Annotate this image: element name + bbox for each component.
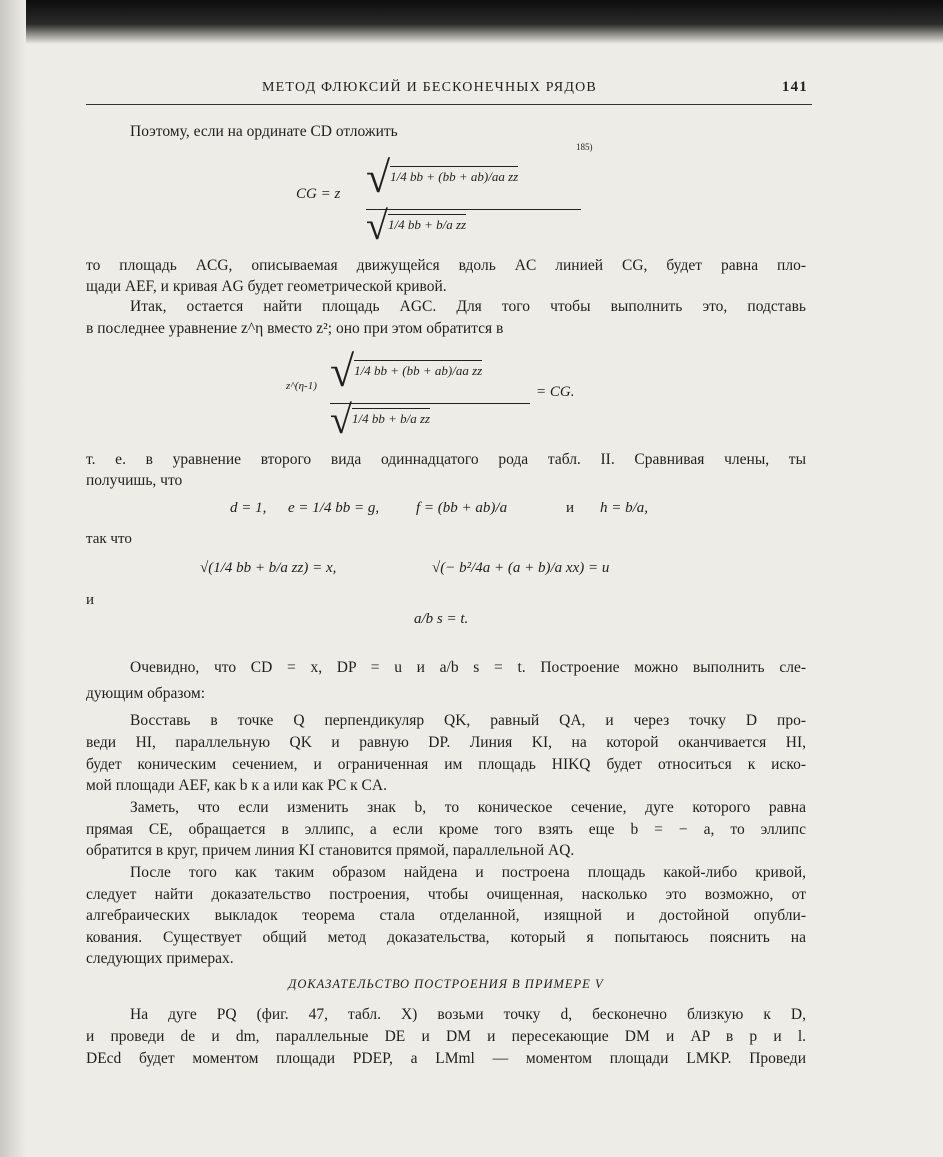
paragraph-2-line-2: щади AEF, и кривая AG будет геометрической кривой.	[86, 278, 447, 295]
paragraph-6-line-3: будет коническим сечением, и ограниченная им площадь HIKQ будет относиться к иско-	[86, 756, 806, 773]
paragraph-2-line-1: то площадь ACG, описываемая движущейся вдоль AC линией CG, будет равна пло-	[86, 257, 806, 274]
running-header	[86, 78, 812, 100]
eq2-numerator: √1/4 bb + (bb + ab)/aa zz	[330, 346, 530, 404]
equation-2	[286, 344, 616, 444]
equation-1	[296, 150, 606, 250]
paragraph-4-line-1: т. е. в уравнение второго вида одиннадцатого рода табл. II. Сравнивая члены, ты	[86, 451, 806, 468]
paragraph-3-line-2: в последнее уравнение z^η вместо z²; оно при этом обратится в	[86, 320, 504, 337]
paragraph-8-line-4: кования. Существует общий метод доказательства, который я попытаюсь пояснить на	[86, 929, 806, 946]
eq3-and: и	[566, 500, 575, 516]
eq4-left: √(1/4 bb + b/a zz) = x,	[200, 560, 337, 576]
eq4-right: √(− b²/4a + (a + b)/a xx) = u	[432, 560, 610, 576]
equation-5: a/b s = t.	[414, 611, 469, 627]
paragraph-9-line-1: На дуге PQ (фиг. 47, табл. X) возьми точку d, бесконечно близкую к D,	[130, 1006, 806, 1023]
paragraph-8-line-2: следует найти доказательство построения, чтобы очищенная, насколько это возможно, от	[86, 886, 806, 903]
eq1-denominator: √1/4 bb + b/a zz	[366, 203, 467, 248]
section-heading: ДОКАЗАТЕЛЬСТВО ПОСТРОЕНИЯ В ПРИМЕРЕ V	[288, 977, 604, 991]
footnote-mark: 185)	[576, 142, 593, 152]
eq3-h: h = b/a,	[600, 500, 649, 516]
eq2-lhs: z^(η-1)	[286, 380, 317, 392]
paragraph-4-line-2: получишь, что	[86, 472, 183, 489]
scan-top-shadow	[0, 0, 943, 44]
paragraph-6-line-1: Восставь в точке Q перпендикуляр QK, равный QA, и через точку D про-	[130, 712, 806, 729]
paragraph-8-line-1: После того как таким образом найдена и построена площадь какой-либо кривой,	[130, 864, 806, 881]
paragraph-7-line-3: обратится в круг, причем линия KI становится прямой, параллельной AQ.	[86, 842, 575, 859]
eq1-lhs: CG = z	[296, 186, 341, 202]
running-title: МЕТОД ФЛЮКСИЙ И БЕСКОНЕЧНЫХ РЯДОВ	[262, 80, 597, 95]
paragraph-6-line-2: веди HI, параллельную QK и равную DP. Линия KI, на которой оканчивается HI,	[86, 734, 806, 751]
eq2-rhs: = CG.	[536, 384, 575, 400]
eq2-denominator: √1/4 bb + b/a zz	[330, 397, 431, 442]
paragraph-8-line-5: следующих примерах.	[86, 950, 234, 967]
paragraph-5-line-1: Очевидно, что CD = x, DP = u и a/b s = t. Построение можно выполнить сле-	[130, 659, 806, 676]
equation-3	[230, 488, 680, 538]
eq1-numerator: √1/4 bb + (bb + ab)/aa zz	[366, 152, 581, 210]
paragraph-9-line-3: DEcd будет моментом площади PDEP, а LMml — моментом площади LMKP. Проведи	[86, 1050, 806, 1067]
equation-4	[200, 548, 700, 598]
eq3-e: e = 1/4 bb = g,	[288, 500, 380, 516]
scan-left-shadow	[0, 0, 26, 1157]
eq3-d: d = 1,	[230, 500, 267, 516]
paragraph-3-line-1: Итак, остается найти площадь AGC. Для того чтобы выполнить это, подставь	[130, 298, 806, 315]
page-number: 141	[781, 79, 808, 95]
paragraph-5-line-2: дующим образом:	[86, 685, 205, 702]
paragraph-8-line-3: алгебраических выкладок теорема стала отделанной, изящной и достойной опубли-	[86, 907, 806, 924]
so-that-label: так что	[86, 531, 132, 547]
paragraph-7-line-1: Заметь, что если изменить знак b, то коническое сечение, дуге которого равна	[130, 799, 806, 816]
paragraph-7-line-2: прямая CE, обращается в эллипс, а если кроме того взять еще b = − a, то эллипс	[86, 821, 806, 838]
and-label: и	[86, 592, 95, 608]
eq3-f: f = (bb + ab)/a	[416, 500, 508, 516]
paragraph-9-line-2: и проведи de и dm, параллельные DE и DM и пересекающие DM и AP в p и l.	[86, 1028, 806, 1045]
paragraph-6-line-4: мой площади AEF, как b к a или как PC к CA.	[86, 777, 387, 794]
paragraph-1-line-1: Поэтому, если на ординате CD отложить	[130, 123, 398, 140]
header-rule	[86, 104, 812, 105]
